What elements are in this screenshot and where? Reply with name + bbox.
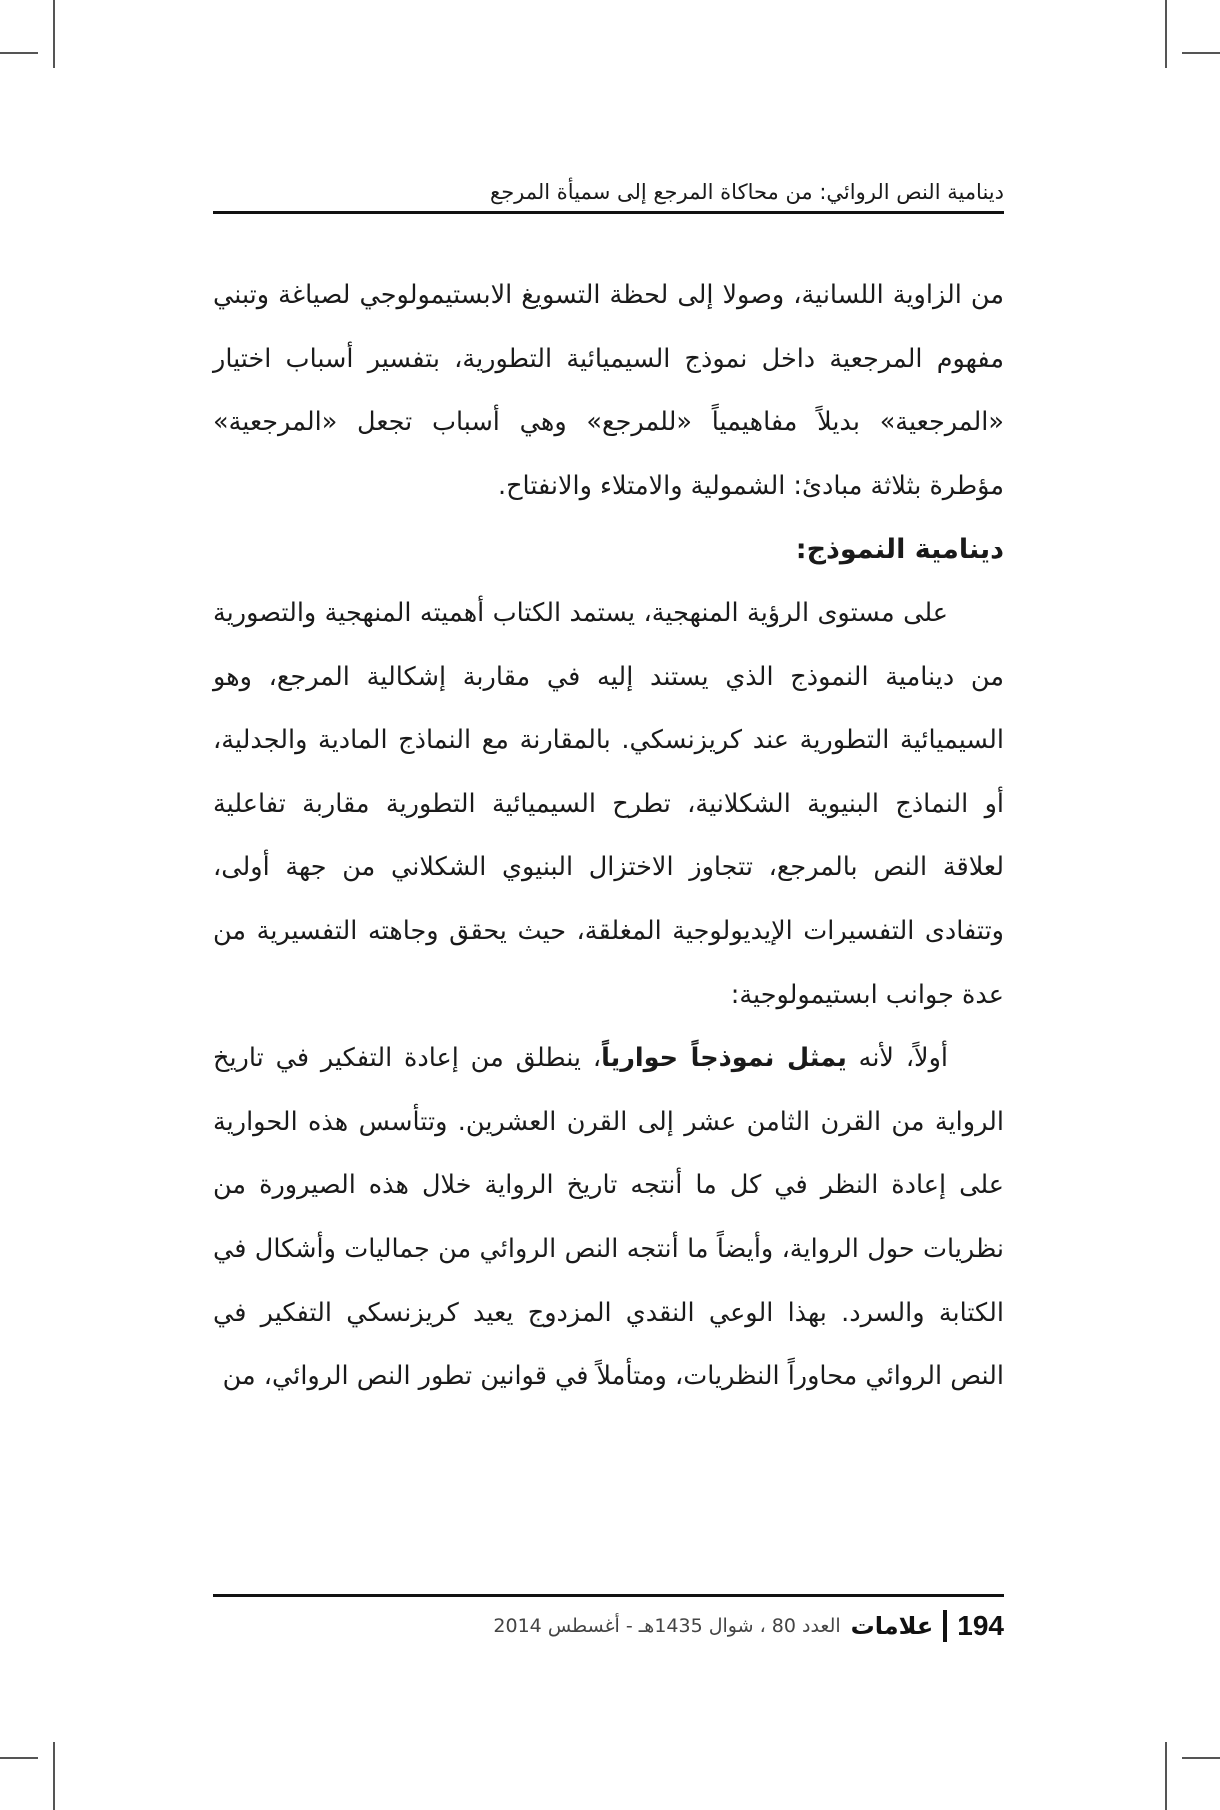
- crop-mark: [1182, 52, 1220, 54]
- paragraph-lead: أولاً، لأنه: [846, 1043, 948, 1074]
- crop-mark: [1165, 1742, 1167, 1810]
- crop-mark: [0, 52, 38, 54]
- section-heading: دينامية النموذج:: [795, 534, 1004, 566]
- issue-info: العدد 80 ، شوال 1435هـ - أغسطس 2014: [493, 1615, 841, 1637]
- emphasis-text: يمثل نموذجاً حوارياً: [601, 1043, 847, 1074]
- footer-separator: [943, 1610, 947, 1642]
- paragraph: من الزاوية اللسانية، وصولا إلى لحظة التسويغ الابستيمولوجي لصياغة وتبني مفهوم المرجعية داخل نموذج السيميائية التطورية، بتفسير أسباب اختيار «المرجعية» بديلاً مفاهيمياً «للمرجع» وهي أسباب تجعل «المرجعية» مؤطرة بثلاثة مبادئ: الشمولية والامتلاء والانفتاح.: [213, 280, 1004, 501]
- header-rule: [213, 211, 1004, 214]
- paragraph: على مستوى الرؤية المنهجية، يستمد الكتاب أهميته المنهجية والتصورية من دينامية النموذج الذي يستند إليه في مقاربة إشكالية المرجع، وهو السيميائية التطورية عند كريزنسكي. بالمقارنة مع النماذج المادية والجدلية، أو النماذج البنيوية الشكلانية، تطرح السيميائية التطورية مقاربة تفاعلية لعلاقة النص بالمرجع، تتجاوز الاختزال البنيوي الشكلاني من جهة أولى، وتتفادى التفسيرات الإيديولوجية المغلقة، حيث يحقق وجاهته التفسيرية من عدة جوانب ابستيمولوجية:: [213, 597, 1004, 1010]
- crop-mark: [53, 1742, 55, 1810]
- running-head: دينامية النص الروائي: من محاكاة المرجع إلى سميأة المرجع: [490, 180, 1004, 204]
- page-number: 194: [957, 1610, 1004, 1641]
- page-footer: [213, 1606, 1004, 1646]
- crop-mark: [1165, 0, 1167, 68]
- journal-logo: علامات: [850, 1612, 934, 1640]
- paragraph-continuation: ، ينطلق من إعادة التفكير في تاريخ الرواية من القرن الثامن عشر إلى القرن العشرين. وتتأسس هذه الحوارية على إعادة النظر في كل ما أنتجه تاريخ الرواية خلال هذه الصيرورة من نظريات حول الرواية، وأيضاً ما أنتجه النص الروائي من جماليات وأشكال في الكتابة والسرد. بهذا الوعي النقدي المزدوج يعيد كريزنسكي التفكير في النص الروائي محاوراً النظريات، ومتأملاً في قوانين تطور النص الروائي، من: [213, 1043, 1004, 1392]
- footer-rule: [213, 1594, 1004, 1597]
- article-body: [213, 264, 1004, 1409]
- paragraph: [213, 1027, 1004, 1409]
- crop-mark: [53, 0, 55, 68]
- crop-mark: [0, 1757, 38, 1759]
- crop-mark: [1182, 1757, 1220, 1759]
